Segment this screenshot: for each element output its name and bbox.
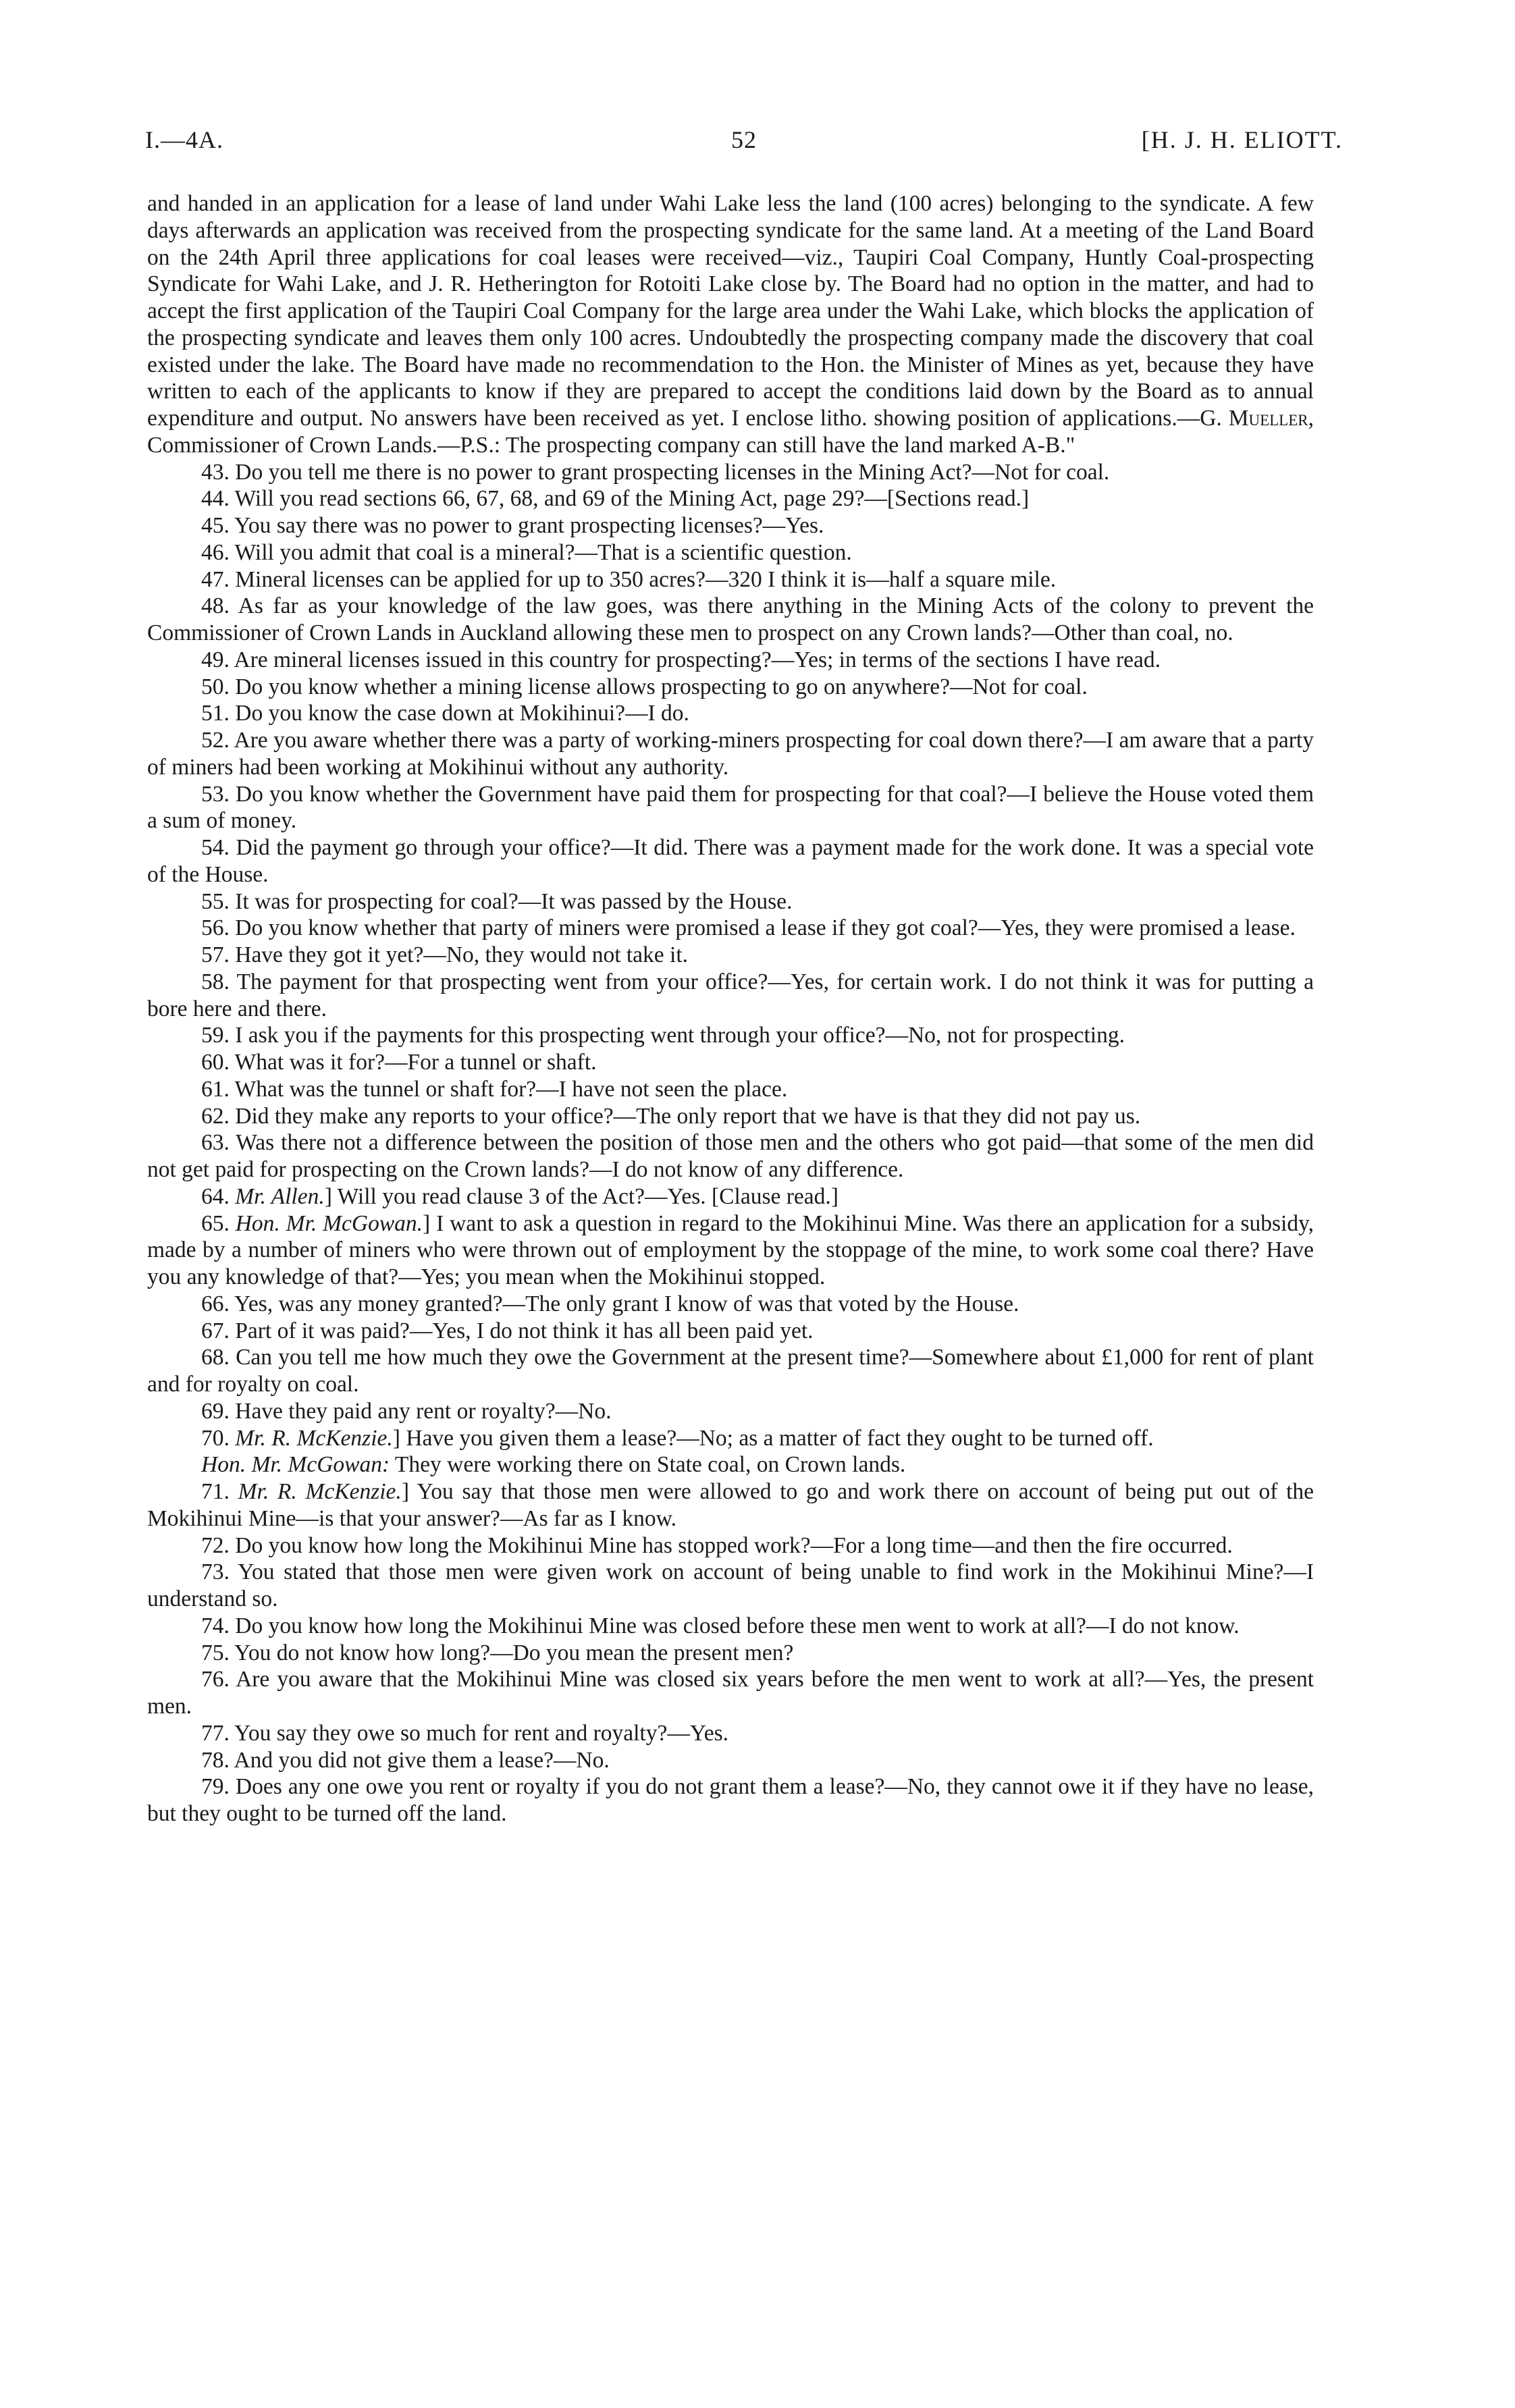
- question-number: 49.: [201, 647, 230, 672]
- question-text: You say there was no power to grant prospecting licenses?—Yes.: [234, 513, 824, 538]
- speaker-name: Mr. R. McKenzie.: [235, 1425, 393, 1451]
- question-item: [147, 512, 1314, 539]
- question-text: Did they make any reports to your office?—The only report that we have is that they did not pay us.: [235, 1103, 1141, 1129]
- question-number: 44.: [201, 486, 230, 512]
- question-text: Mineral licenses can be applied for up to 350 acres?—320 I think it is—half a square mile.: [235, 566, 1057, 592]
- question-number: 59.: [201, 1023, 230, 1048]
- question-item: [147, 1773, 1314, 1827]
- question-item: 71. Mr. R. McKenzie.] You say that those men were allowed to go and work there on account of being put out of the Mokihinui Mine—is that your answer?—As far as I know.: [147, 1479, 1314, 1531]
- question-number: 64.: [201, 1183, 230, 1209]
- paper-reference: I.—4A.: [145, 126, 223, 153]
- question-number: 79.: [201, 1774, 230, 1800]
- question-item: [147, 1318, 1314, 1345]
- letter-text: and handed in an application for a lease of land under Wahi Lake less the land (100 acres) belonging to the syndicate. A few days afterwards an application was received from the prospecting syndicate for the same land. At a meeting of the Land Board on the 24th April three applications for coal leases were received—viz., Taupiri Coal Company, Huntly Coal-prospecting Syndicate for Wahi Lake, and J. R. Hetherington for Rotoiti Lake close by. The Board had no option in the matter, and had to accept the first application of the Taupiri Coal Company for the large area under the Wahi Lake, which blocks the application of the prospecting syndicate and leaves them only 100 acres. Undoubtedly the prospecting company made the discovery that coal existed under the lake. The Board have made no recommendation to the Hon. the Minister of Mines as yet, because they have written to each of the applicants to know if they are prepared to accept the conditions laid down by the Board as to annual expenditure and output. No answers have been received as yet. I enclose litho. showing position of applications.—G.: [147, 191, 1314, 431]
- question-text: Do you know whether that party of miners were promised a lease if they got coal?—Yes, they were promised a lease.: [235, 915, 1296, 941]
- question-number: 73.: [201, 1559, 230, 1585]
- question-item: [147, 834, 1314, 888]
- question-text: Will you admit that coal is a mineral?—That is a scientific question.: [234, 539, 852, 565]
- question-text: Does any one owe you rent or royalty if you do not grant them a lease?—No, they cannot owe it if they have no lease, but they ought to be turned off the land.: [147, 1774, 1314, 1826]
- question-item: [147, 700, 1314, 727]
- letter-closing: , Commissioner of Crown Lands.—P.S.: The prospecting company can still have the land marked A-B.": [147, 406, 1314, 458]
- question-text: I want to ask a question in regard to the Mokihinui Mine. Was there an application for a subsidy, made by a number of miners who were thrown out of employment by the stoppage of the mine, to work some coal there? Have you any knowledge of that?—Yes; you mean when the Mokihinui stopped.: [147, 1210, 1314, 1289]
- question-item: [147, 1398, 1314, 1425]
- question-number: 60.: [201, 1050, 230, 1075]
- question-text: Have they got it yet?—No, they would not take it.: [235, 942, 689, 967]
- question-number: 57.: [201, 942, 230, 967]
- question-number: 61.: [201, 1076, 230, 1102]
- question-item: [147, 1559, 1314, 1613]
- question-number: 71.: [201, 1479, 230, 1504]
- question-text: It was for prospecting for coal?—It was passed by the House.: [235, 888, 793, 914]
- question-text: You say they owe so much for rent and royalty?—Yes.: [234, 1720, 728, 1746]
- question-item: [147, 647, 1314, 674]
- question-text: The payment for that prospecting went from your office?—Yes, for certain work. I do not think it was for putting a bore here and there.: [147, 969, 1314, 1021]
- page-number: 52: [731, 126, 757, 153]
- question-number: 66.: [201, 1291, 230, 1316]
- question-text: Do you tell me there is no power to grant prospecting licenses in the Mining Act?—Not for coal.: [235, 459, 1110, 485]
- question-text: What was it for?—For a tunnel or shaft.: [234, 1050, 597, 1075]
- question-text: Did the payment go through your office?—It did. There was a payment made for the work done. It was a special vote of the House.: [147, 835, 1314, 887]
- question-text: Do you know whether the Government have paid them for prospecting for that coal?—I believe the House voted them a sum of money.: [147, 781, 1314, 834]
- question-text: Yes, was any money granted?—The only grant I know of was that voted by the House.: [234, 1291, 1019, 1316]
- question-text: You say that those men were allowed to go and work there on account of being put out of the Mokihinui Mine—is that your answer?—As far as I know.: [147, 1479, 1314, 1531]
- question-item: [147, 1747, 1314, 1774]
- question-number: 75.: [201, 1640, 230, 1665]
- question-number: 56.: [201, 915, 230, 941]
- question-text: Will you read clause 3 of the Act?—Yes. [Clause read.]: [337, 1183, 839, 1209]
- question-number: 54.: [201, 835, 230, 860]
- question-item: [147, 1532, 1314, 1559]
- question-text: Are you aware that the Mokihinui Mine was closed six years before the men went to work at all?—Yes, the present men.: [147, 1667, 1314, 1719]
- question-item: 64. Mr. Allen.] Will you read clause 3 of the Act?—Yes. [Clause read.]: [201, 1183, 839, 1209]
- question-number: 48.: [201, 593, 230, 619]
- question-number: 68.: [201, 1345, 230, 1370]
- question-number: 78.: [201, 1747, 230, 1773]
- question-text: Was there not a difference between the position of those men and the others who got paid—that some of the men did not get paid for prospecting on the Crown lands?—I do not know of any difference.: [147, 1130, 1314, 1182]
- question-item: [147, 1451, 1314, 1478]
- question-number: 43.: [201, 459, 230, 485]
- question-number: 67.: [201, 1318, 230, 1343]
- question-text: Have you given them a lease?—No; as a matter of fact they ought to be turned off.: [406, 1425, 1154, 1451]
- question-text: Do you know how long the Mokihinui Mine has stopped work?—For a long time—and then the fire occurred.: [235, 1532, 1233, 1558]
- question-text: Do you know how long the Mokihinui Mine was closed before these men went to work at all?—I do not know.: [235, 1613, 1240, 1638]
- question-number: 53.: [201, 781, 230, 807]
- letter-continuation: [147, 190, 1314, 459]
- question-item: 65. Hon. Mr. McGowan.] I want to ask a question in regard to the Mokihinui Mine. Was there an application for a subsidy, made by a number of miners who were thrown out of employment by the stoppage of the mine, to work some coal there? Have you any knowledge of that?—Yes; you mean when the Mokihinui stopped.: [147, 1210, 1314, 1289]
- question-number: 76.: [201, 1667, 230, 1692]
- question-number: 62.: [201, 1103, 230, 1129]
- question-text: Will you read sections 66, 67, 68, and 69 of the Mining Act, page 29?—[Sections read.]: [234, 486, 1030, 512]
- question-item: [147, 1049, 1314, 1076]
- witness-name: [H. J. H. ELIOTT.: [1141, 126, 1343, 153]
- question-text: Are you aware whether there was a party of working-miners prospecting for coal down there?—I am aware that a party of miners had been working at Mokihinui without any authority.: [147, 728, 1314, 780]
- question-text: What was the tunnel or shaft for?—I have not seen the place.: [234, 1076, 788, 1102]
- signatory-name: Mueller: [1228, 406, 1308, 431]
- question-item: [147, 1129, 1314, 1183]
- evidence-body: [147, 190, 1314, 1827]
- speaker-name: Hon. Mr. McGowan:: [201, 1452, 390, 1478]
- speaker-name: Mr. R. McKenzie.: [238, 1479, 402, 1504]
- question-text: And you did not give them a lease?—No.: [234, 1747, 610, 1773]
- question-item: [147, 1720, 1314, 1747]
- question-number: 69.: [201, 1398, 230, 1424]
- question-item: [147, 1666, 1314, 1720]
- question-item: [147, 1022, 1314, 1049]
- question-text: Part of it was paid?—Yes, I do not think it has all been paid yet.: [235, 1318, 814, 1343]
- question-item: [147, 942, 1314, 969]
- speaker-name: Hon. Mr. McGowan.: [235, 1210, 423, 1236]
- question-number: 65.: [201, 1210, 230, 1236]
- question-text: Do you know whether a mining license allows prospecting to go on anywhere?—Not for coal.: [235, 674, 1088, 699]
- question-item: [147, 1103, 1314, 1130]
- question-number: 50.: [201, 674, 230, 699]
- question-item: [147, 459, 1314, 486]
- question-number: 70.: [201, 1425, 230, 1451]
- question-item: [147, 915, 1314, 942]
- question-text: Are mineral licenses issued in this country for prospecting?—Yes; in terms of the sections I have read.: [234, 647, 1161, 672]
- speaker-name: Mr. Allen.: [235, 1183, 325, 1209]
- question-text: You stated that those men were given work on account of being unable to find work in the Mokihinui Mine?—I understand so.: [147, 1559, 1314, 1611]
- question-item: [147, 888, 1314, 915]
- question-number: 55.: [201, 888, 230, 914]
- question-item: [147, 485, 1314, 512]
- question-number: 77.: [201, 1720, 230, 1746]
- question-number: 72.: [201, 1532, 230, 1558]
- question-number: 52.: [201, 728, 230, 753]
- question-text: I ask you if the payments for this prospecting went through your office?—No, not for prospecting.: [235, 1023, 1125, 1048]
- question-text: As far as your knowledge of the law goes, was there anything in the Mining Acts of the colony to prevent the Commissioner of Crown Lands in Auckland allowing these men to prospect on any Crown lands?—Other than coal, no.: [147, 593, 1314, 645]
- question-item: [147, 1344, 1314, 1398]
- question-item: [147, 593, 1314, 647]
- question-number: 47.: [201, 566, 230, 592]
- question-number: 51.: [201, 701, 230, 726]
- question-item: [147, 1076, 1314, 1103]
- question-item: [147, 674, 1314, 701]
- question-number: 45.: [201, 513, 230, 538]
- question-number: 46.: [201, 539, 230, 565]
- question-text: You do not know how long?—Do you mean the present men?: [234, 1640, 794, 1665]
- question-text: They were working there on State coal, on Crown lands.: [394, 1452, 906, 1478]
- question-item: [147, 969, 1314, 1023]
- question-item: [147, 1640, 1314, 1667]
- question-item: [147, 1613, 1314, 1640]
- question-item: [147, 727, 1314, 781]
- question-text: Can you tell me how much they owe the Government at the present time?—Somewhere about £1,000 for rent of plant and for royalty on coal.: [147, 1345, 1314, 1397]
- question-item: [147, 781, 1314, 835]
- question-number: 74.: [201, 1613, 230, 1638]
- question-item: 70. Mr. R. McKenzie.] Have you given them a lease?—No; as a matter of fact they ought to be turned off.: [201, 1425, 1154, 1451]
- question-item: [147, 566, 1314, 593]
- page-header: [145, 126, 1343, 166]
- question-text: Do you know the case down at Mokihinui?—I do.: [235, 701, 689, 726]
- question-number: 58.: [201, 969, 230, 994]
- question-item: [147, 1291, 1314, 1318]
- question-number: 63.: [201, 1130, 230, 1156]
- question-text: Have they paid any rent or royalty?—No.: [235, 1398, 612, 1424]
- question-item: [147, 539, 1314, 566]
